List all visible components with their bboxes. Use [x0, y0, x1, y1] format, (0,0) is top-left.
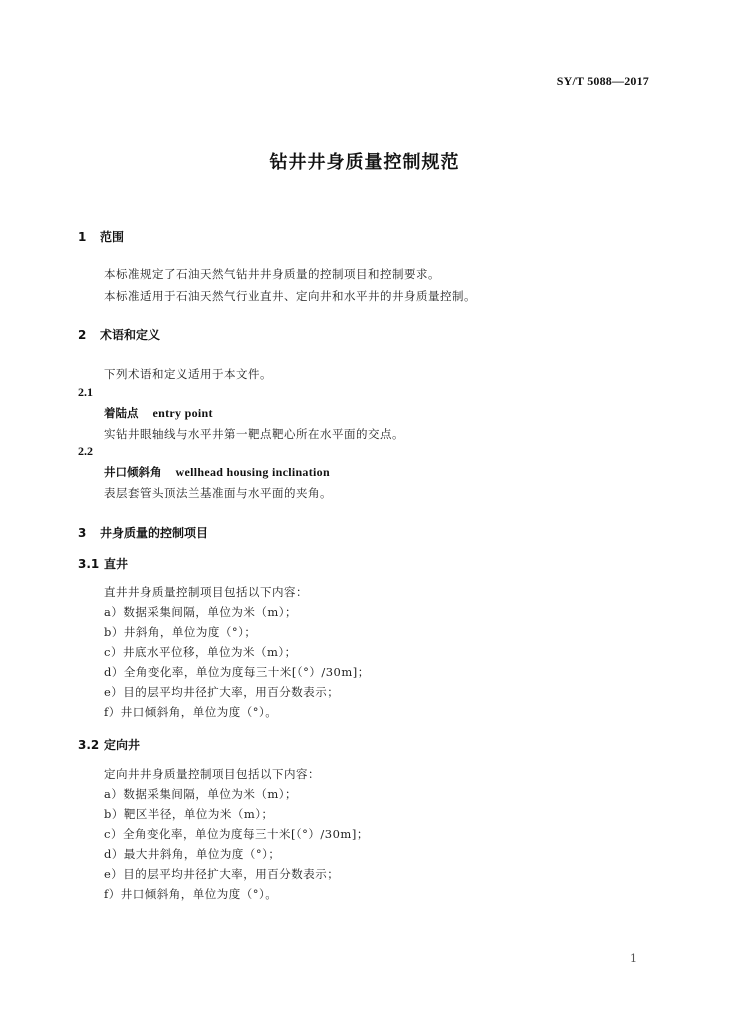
list-item: f）井口倾斜角，单位为度（°）。 — [104, 887, 278, 901]
section-3-title: 井身质量的控制项目 — [100, 526, 209, 540]
section-3-number: 3 — [78, 526, 87, 540]
section-3-2-heading — [78, 736, 140, 753]
document-title: 钻井井身质量控制规范 — [269, 152, 460, 173]
list-item: d）最大井斜角，单位为度（°）； — [104, 847, 281, 861]
term-2-2-definition: 表层套管头顶法兰基准面与水平面的夹角。 — [104, 486, 332, 500]
section-2-number: 2 — [78, 328, 87, 342]
section-1-para-2: 本标准适用于石油天然气行业直井、定向井和水平井的井身质量控制。 — [104, 289, 476, 303]
list-item: a）数据采集间隔，单位为米（m）； — [104, 605, 298, 619]
section-1-title: 范围 — [100, 230, 125, 244]
list-item: f）井口倾斜角，单位为度（°）。 — [104, 705, 278, 719]
section-3-2-title: 定向井 — [104, 738, 141, 752]
section-2-title: 术语和定义 — [100, 328, 161, 342]
list-item: c）井底水平位移，单位为米（m）； — [104, 645, 297, 659]
section-1-number: 1 — [78, 230, 87, 244]
term-2-2-english: wellhead housing inclination — [175, 465, 330, 479]
term-2-1-chinese: 着陆点 — [104, 406, 139, 420]
term-2-2-number: 2.2 — [78, 444, 93, 458]
section-3-1-intro: 直井井身质量控制项目包括以下内容： — [104, 585, 308, 599]
page-number: 1 — [630, 952, 637, 965]
standard-code: SY/T 5088—2017 — [556, 74, 649, 88]
list-item: e）目的层平均井径扩大率，用百分数表示； — [104, 685, 340, 699]
section-1-heading — [78, 228, 124, 245]
section-3-1-title: 直井 — [104, 557, 129, 571]
section-3-2-number: 3.2 — [78, 738, 100, 752]
section-1-para-1: 本标准规定了石油天然气钻井井身质量的控制项目和控制要求。 — [104, 267, 440, 281]
section-2-heading — [78, 326, 160, 343]
list-item: c）全角变化率，单位为度每三十米[（°）/30m]； — [104, 827, 369, 841]
term-2-1-heading — [104, 405, 213, 421]
section-3-heading — [78, 524, 208, 541]
term-2-2-heading — [104, 464, 330, 480]
section-3-1-heading — [78, 555, 128, 572]
list-item: a）数据采集间隔，单位为米（m）； — [104, 787, 298, 801]
term-2-1-number: 2.1 — [78, 385, 93, 399]
section-2-intro: 下列术语和定义适用于本文件。 — [104, 367, 272, 381]
list-item: d）全角变化率，单位为度每三十米[（°）/30m]； — [104, 665, 370, 679]
list-item: b）靶区半径，单位为米（m）； — [104, 807, 274, 821]
list-item: e）目的层平均井径扩大率，用百分数表示； — [104, 867, 340, 881]
list-item: b）井斜角，单位为度（°）； — [104, 625, 257, 639]
term-2-1-definition: 实钻井眼轴线与水平井第一靶点靶心所在水平面的交点。 — [104, 427, 404, 441]
section-3-1-number: 3.1 — [78, 557, 100, 571]
section-3-2-intro: 定向井井身质量控制项目包括以下内容： — [104, 767, 320, 781]
term-2-2-chinese: 井口倾斜角 — [104, 465, 162, 479]
term-2-1-english: entry point — [152, 406, 213, 420]
